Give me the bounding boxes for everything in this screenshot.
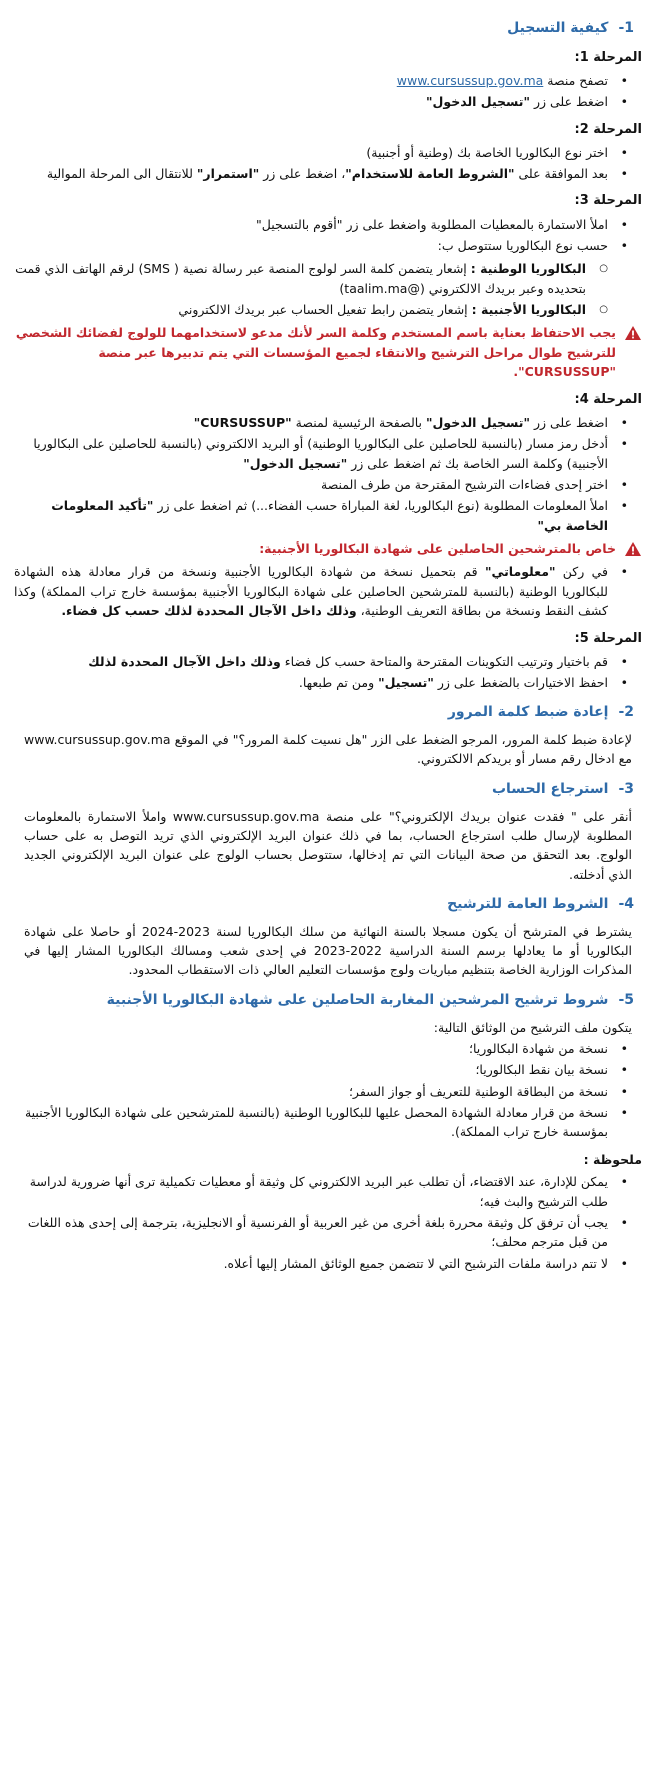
stage-2-list [14,143,642,184]
stage-5-label: المرحلة 5: [574,630,642,646]
section-2-title: 2-إعادة ضبط كلمة المرور [447,704,634,721]
section-4-title: 4-الشروط العامة للترشيح [447,896,634,913]
list-item: • حسب نوع البكالوريا ستتوصل ب: [14,236,608,255]
list-item: • تصفح منصة www.cursussup.gov.ma [14,71,608,90]
stage-5-list [14,652,642,693]
note-title: ملحوظة : [583,1151,642,1167]
warning-icon [624,325,642,341]
warning-foreign-bac: خاص بالمترشحين الحاصلين على شهادة البكالوريا الأجنبية: [14,539,642,558]
list-item: • املأ الاستمارة بالمعطيات المطلوبة واضغط على زر "أقوم بالتسجيل" [14,215,608,234]
cursussup-link[interactable]: www.cursussup.gov.ma [396,72,544,88]
section-5-intro: يتكون ملف الترشيح من الوثائق التالية: [433,1019,632,1035]
section-4-text: يشترط في المترشح أن يكون مسجلا بالسنة النهائية من سلك البكالوريا لسنة 2023-2024 أو حاصلا على شهادة البكالوريا أو ما يعادلها برسم السنة الدراسية 2022-2023 في إحدى شعب ومسالك البكالوريا المشار إليها في المذكرات الوزارية الخاصة بتنظيم مباريات ولوج مؤسسات التعليم العالي ذات الاستقطاب المحدود. [24,923,632,978]
warning-icon [624,541,642,557]
list-item: • بعد الموافقة على "الشروط العامة للاستخدام"، اضغط على زر "استمرار" للانتقال الى المرحلة الموالية [14,164,608,183]
section-2-text: لإعادة ضبط كلمة المرور، المرجو الضغط على الزر "هل نسيت كلمة المرور؟" في الموقع www.cursussup.gov.ma مع ادخال رقم مسار أو بريدكم الالكتروني. [24,732,632,767]
list-item: • نسخة من البطاقة الوطنية للتعريف أو جواز السفر؛ [14,1082,608,1101]
stage-4-label: المرحلة 4: [574,391,642,407]
notes-list [14,1172,642,1273]
list-item: • اضغط على زر "تسجيل الدخول" بالصفحة الرئيسية لمنصة "CURSUSSUP" [14,413,608,432]
stage-3-label: المرحلة 3: [574,193,642,209]
stage-1-label: المرحلة 1: [574,49,642,65]
list-item: • في ركن "معلوماتي" قم بتحميل نسخة من شهادة البكالوريا الأجنبية ونسخة من قرار معادلة هذه الشهادة للبكالوريا الوطنية (بالنسبة للمترشحين الحاصلين على شهادة البكالوريا الأجنبية بمؤسسة خارج تراب المملكة) وكذا كشف النقط ونسخة من بطاقة التعريف الوطنية، وذلك داخل الآجال المحددة لذلك حسب كل فضاء. [14,562,608,620]
list-item: • يجب أن ترفق كل وثيقة محررة بلغة أخرى من غير العربية أو الفرنسية أو الانجليزية، بترجمة إلى إحدى هذه اللغات من قبل مترجم محلف؛ [14,1213,608,1252]
stage-4-list [14,413,642,535]
documents-list [14,1039,642,1142]
stage-3-sublist [14,259,642,319]
list-item: • نسخة من قرار معادلة الشهادة المحصل عليها للبكالوريا الوطنية (بالنسبة للمترشحين على شهادة البكالوريا الأجنبية بمؤسسة خارج تراب المملكة). [14,1103,608,1142]
list-item: • أدخل رمز مسار (بالنسبة للحاصلين على البكالوريا الوطنية) أو البريد الالكتروني (بالنسبة للحاصلين على البكالوريا الأجنبية) وكلمة السر الخاصة بك ثم اضغط على زر "تسجيل الدخول" [14,434,608,473]
list-item: • املأ المعلومات المطلوبة (نوع البكالوريا، لغة المباراة حسب الفضاء...) ثم اضغط على زر "تأكيد المعلومات الخاصة بي" [14,496,608,535]
list-item: • لا تتم دراسة ملفات الترشيح التي لا تتضمن جميع الوثائق المشار إليها أعلاه. [14,1254,608,1273]
list-item: ○ البكالوريا الأجنبية : إشعار يتضمن رابط تفعيل الحساب عبر بريدك الالكتروني [14,300,586,319]
list-item: • احفظ الاختيارات بالضغط على زر "تسجيل" ومن تم طبعها. [14,673,608,692]
section-5-title: 5-شروط ترشيح المرشحين المغاربة الحاصلين على شهادة البكالوريا الأجنبية [106,991,634,1008]
section-3-text: أنقر على " فقدت عنوان بريدك الإلكتروني؟" على منصة www.cursussup.gov.ma واملأ الاستمارة بالمعلومات المطلوبة لإرسال طلب استرجاع الحساب، بما في ذلك عنوان البريد الإلكتروني الذي تريد التوصل به على حساب الولوج. بعد التحقق من صحة البيانات التي تم إدخالها، ستتوصل بحساب الولوج على عنوان البريد الإلكتروني الجديد الذي أدخلته. [24,808,632,882]
list-item: • نسخة بيان نقط البكالوريا؛ [14,1060,608,1079]
list-item: ○ البكالوريا الوطنية : إشعار يتضمن كلمة السر لولوج المنصة عبر رسالة نصية ( SMS) لرقم الهاتف الذي قمت بتحديده وعبر بريدك الالكتروني (@taalim.ma) [14,259,586,298]
list-item: • يمكن للإدارة، عند الاقتضاء، أن تطلب عبر البريد الالكتروني كل وثيقة أو معطيات تكميلية ترى أنها ضرورية لدراسة طلب الترشيح والبث فيه؛ [14,1172,608,1211]
stage-2-label: المرحلة 2: [574,121,642,137]
section-1-title: 1-كيفية التسجيل [507,20,634,36]
section-3-title: 3-استرجاع الحساب [491,780,634,797]
list-item: • قم باختيار وترتيب التكوينات المقترحة والمتاحة حسب كل فضاء وذلك داخل الآجال المحددة لذلك [14,652,608,671]
stage-3-list [14,215,642,256]
warning-credentials: يجب الاحتفاظ بعناية باسم المستخدم وكلمة السر لأنك مدعو لاستخدامهما للولوج لفضائك الشخصي للترشيح طوال مراحل الترشيح والانتقاء لجميع المؤسسات التي يتم تدبيرها عبر منصة "CURSUSSUP". [14,323,642,381]
list-item: • اختر نوع البكالوريا الخاصة بك (وطنية أو أجنبية) [14,143,608,162]
list-item: • اضغط على زر "تسجيل الدخول" [14,92,608,111]
stage-1-list [14,71,642,112]
list-item: • اختر إحدى فضاءات الترشيح المقترحة من طرف المنصة [14,475,608,494]
foreign-list [14,562,642,620]
list-item: • نسخة من شهادة البكالوريا؛ [14,1039,608,1058]
